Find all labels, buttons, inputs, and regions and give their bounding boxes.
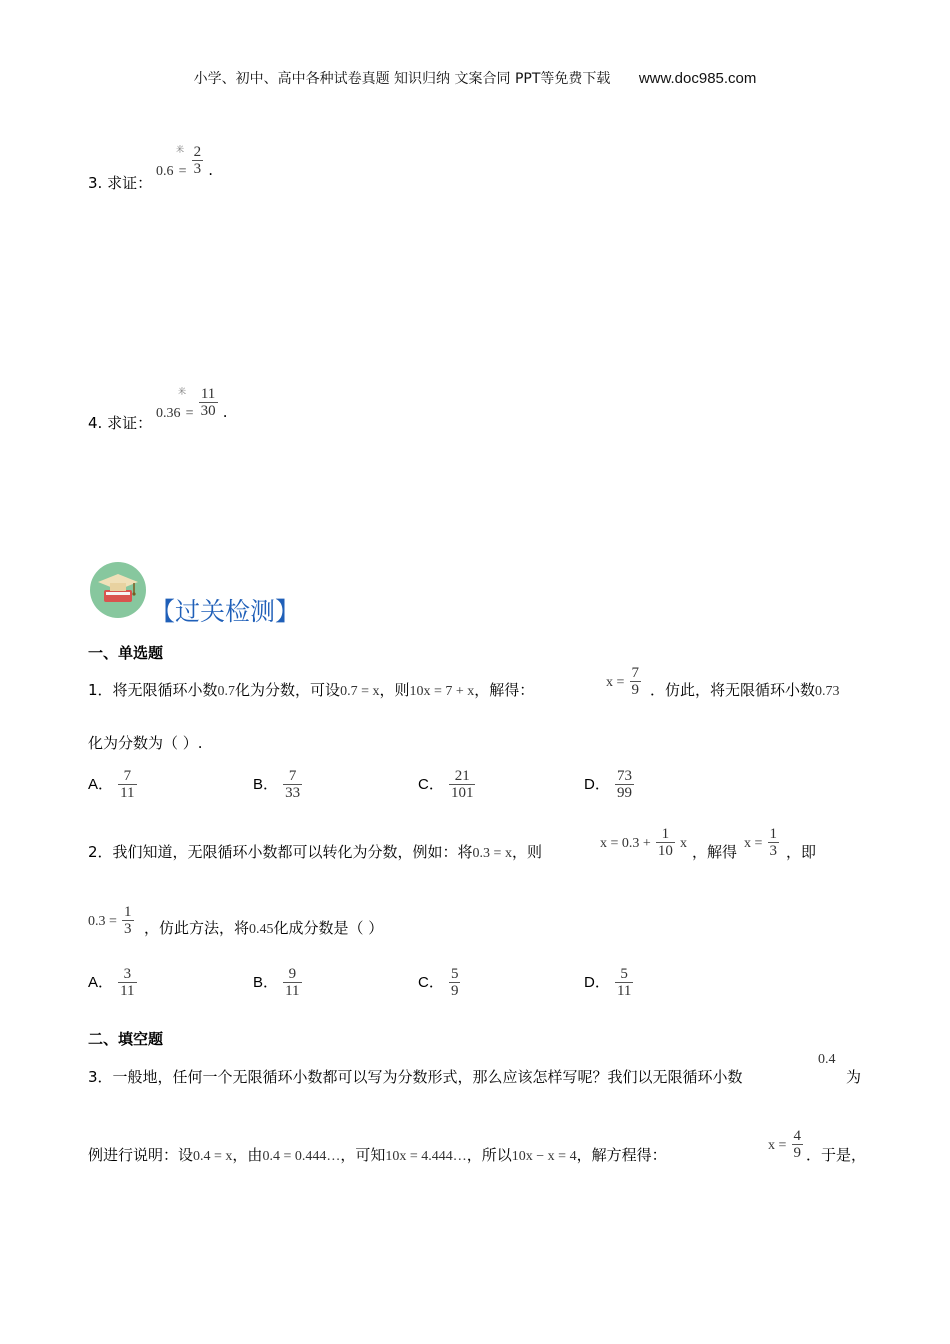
part2-title: 二、填空题	[88, 1030, 164, 1048]
q3-eq3: 10x − x = 4	[511, 1149, 577, 1164]
proof-4-fraction	[199, 386, 218, 419]
q2-line2-formula	[88, 904, 134, 937]
proof-4-den: 30	[200, 403, 216, 419]
page-header	[0, 68, 950, 88]
proof-3-end: .	[208, 161, 213, 179]
proof-3-mark: 米	[176, 145, 184, 154]
option-den: 11	[120, 785, 135, 801]
q3-dec: 0.4	[818, 1052, 836, 1067]
option-den: 11	[120, 983, 135, 999]
q2-text-f: 化成分数是（ ）	[273, 919, 384, 937]
q2-text-d: ，即	[786, 843, 817, 861]
option-num: 7	[283, 768, 302, 785]
q3-sol-den: 9	[793, 1145, 801, 1161]
q3-eq1: 0.4 = 0.444…	[262, 1149, 341, 1164]
header-text: 小学、初中、高中各种试卷真题 知识归纳 文案合同 PPT等免费下载	[193, 71, 611, 87]
q1-dec2: 0.73	[815, 684, 840, 699]
q1-sol-fraction	[630, 665, 642, 698]
q3-line2	[88, 1145, 667, 1167]
proof-3-den: 3	[193, 161, 202, 177]
q2-sol-den: 3	[769, 843, 777, 859]
option-letter: D．	[584, 974, 610, 991]
option-num: 7	[118, 768, 136, 785]
q3-text-g: ，解方程得：	[576, 1146, 667, 1164]
q2-frac-den: 10	[657, 843, 673, 859]
option-num: 9	[283, 966, 301, 983]
q3-text-d: ，由	[232, 1146, 263, 1164]
option-letter: B．	[253, 776, 279, 793]
q2-sol-num: 1	[769, 826, 777, 842]
q2-text-a: 2．我们知道，无限循环小数都可以转化为分数，例如：将	[88, 843, 473, 861]
option-num: 5	[615, 966, 633, 983]
proof-4	[88, 413, 152, 433]
q2-dec: 0.45	[249, 922, 274, 937]
q1-option-d[interactable]	[584, 768, 634, 801]
option-den: 11	[285, 983, 300, 999]
option-num: 21	[449, 768, 476, 785]
q1-eqn: 10x = 7 + x	[409, 684, 475, 699]
proof-3-eq: =	[178, 164, 187, 179]
q2-l2-den: 3	[124, 921, 132, 937]
q2-text-c: ，解得	[692, 843, 738, 861]
q1-text-e: ．仿此，将无限循环小数	[650, 681, 816, 699]
header-site: www.doc985.com	[638, 70, 757, 87]
q2-solution	[744, 826, 779, 859]
q2-text-b: ，则	[511, 843, 542, 861]
q2-sol-lhs: x =	[744, 836, 763, 851]
q1-text-d: ，解得：	[474, 681, 535, 699]
part1-title: 一、单选题	[88, 644, 164, 662]
q2-option-c[interactable]	[418, 966, 460, 999]
q1-text-c: ，则	[379, 681, 410, 699]
q1-dec1: 0.7	[217, 684, 236, 699]
q1-line2: 化为分数为（ ）.	[88, 734, 203, 752]
proof-3-lhs: 0.6	[156, 164, 174, 179]
proof-4-formula	[156, 386, 227, 419]
option-den: 101	[450, 785, 474, 801]
q1-set: 0.7 = x	[340, 684, 380, 699]
q3-set: 0.4 = x	[193, 1149, 233, 1164]
q1-line1	[88, 680, 534, 702]
proof-3-num: 2	[193, 144, 202, 160]
proof-4-label: 4. 求证：	[88, 414, 153, 432]
q2-frac-num: 1	[656, 826, 675, 843]
q2-eqn-x: x	[679, 836, 687, 851]
option-den: 9	[450, 983, 459, 999]
option-den: 11	[616, 983, 632, 999]
q2-l2-num: 1	[124, 904, 132, 920]
option-letter: D．	[584, 776, 610, 793]
q2-line2	[144, 918, 383, 940]
q3-text-c: 例进行说明：设	[88, 1146, 194, 1164]
proof-4-end: .	[222, 403, 228, 421]
q3-text-h: ．于是，	[806, 1146, 867, 1164]
proof-4-num: 11	[199, 386, 218, 403]
option-letter: B．	[253, 974, 279, 991]
q3-text-f: ，所以	[466, 1146, 512, 1164]
option-letter: A．	[88, 974, 114, 991]
proof-3	[88, 173, 152, 193]
proof-3-formula	[156, 144, 213, 177]
option-num: 5	[450, 966, 459, 982]
q2-line1	[88, 842, 542, 864]
option-den: 99	[616, 785, 632, 801]
section-title: 【过关检测】	[150, 597, 301, 626]
q3-text-b: 为	[846, 1068, 862, 1086]
option-letter: A．	[88, 776, 114, 793]
q1-option-b[interactable]	[253, 768, 302, 801]
q1-text-a: 1．将无限循环小数	[88, 681, 218, 699]
q1-sol-num: 7	[631, 665, 639, 681]
q2-equation	[600, 826, 687, 859]
proof-3-fraction	[192, 144, 204, 177]
q2-set: 0.3 = x	[472, 846, 512, 861]
q3-text-e: ，可知	[340, 1146, 386, 1164]
proof-4-mark: 米	[178, 387, 186, 396]
proof-3-label: 3. 求证：	[88, 174, 153, 192]
q1-line1-tail	[650, 680, 840, 702]
q2-text-e: ，仿此方法，将	[144, 919, 250, 937]
option-letter: C．	[418, 776, 444, 793]
q2-option-b[interactable]	[253, 966, 302, 999]
q1-sol-lhs: x =	[606, 675, 625, 690]
option-letter: C．	[418, 974, 444, 991]
option-num: 73	[616, 768, 632, 784]
proof-4-eq: =	[185, 406, 194, 421]
q1-text-b: 化为分数，可设	[235, 681, 341, 699]
q3-solution	[768, 1128, 803, 1161]
option-num: 3	[118, 966, 136, 983]
q3-eq2: 10x = 4.444…	[385, 1149, 467, 1164]
option-den: 33	[285, 785, 301, 801]
graduation-cap-book-icon	[90, 562, 146, 618]
q2-l2-lhs: 0.3 =	[88, 914, 117, 929]
q1-solution	[606, 665, 641, 698]
q2-option-d[interactable]	[584, 966, 633, 999]
q3-sol-lhs: x =	[768, 1138, 787, 1153]
q1-option-a[interactable]	[88, 768, 137, 801]
q2-eqn: x = 0.3 +	[600, 836, 651, 851]
q3-text-a: 3．一般地，任何一个无限循环小数都可以写为分数形式，那么应该怎样写呢？我们以无限循环小数	[88, 1068, 743, 1086]
q3-sol-num: 4	[793, 1128, 801, 1144]
q1-sol-den: 9	[631, 682, 639, 698]
proof-4-lhs: 0.36	[156, 406, 181, 421]
q2-option-a[interactable]	[88, 966, 137, 999]
q1-option-c[interactable]	[418, 768, 475, 801]
q3-line1	[88, 1067, 743, 1087]
